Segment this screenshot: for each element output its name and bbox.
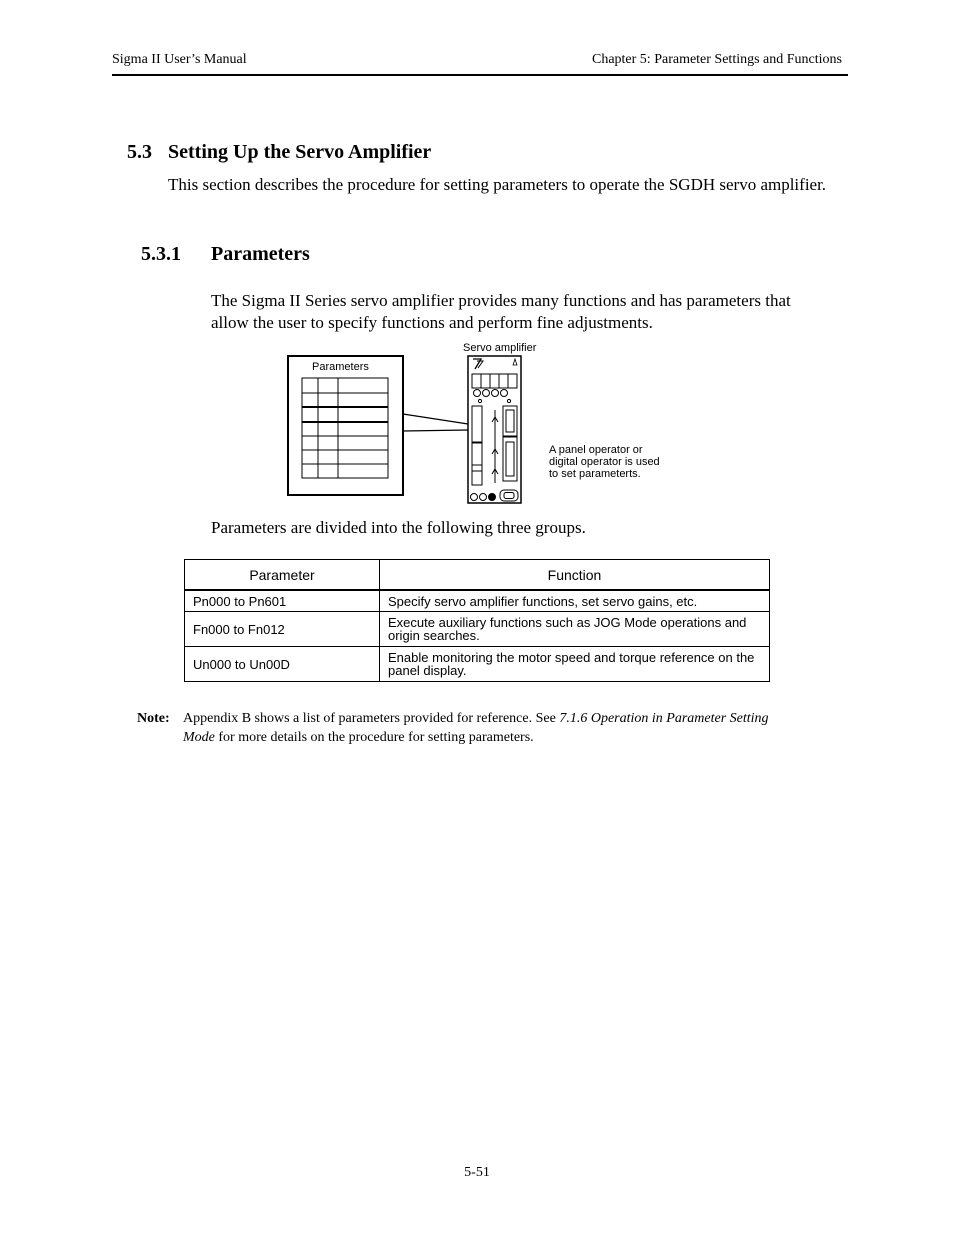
- servo-amplifier-unit: [468, 356, 521, 503]
- note-label: Note:: [137, 711, 170, 726]
- table-cell-function: Specify servo amplifier functions, set servo gains, etc.: [380, 590, 770, 612]
- table-cell-parameter: Fn000 to Fn012: [185, 612, 380, 647]
- callout-line-1: A panel operator or: [549, 444, 643, 456]
- table-cell-parameter: Pn000 to Pn601: [185, 590, 380, 612]
- parameters-box: [288, 356, 403, 495]
- table-row: [185, 612, 770, 647]
- section-title: Setting Up the Servo Amplifier: [168, 141, 432, 163]
- groups-intro: Parameters are divided into the following three groups.: [211, 518, 586, 537]
- section-intro: This section describes the procedure for setting parameters to operate the SGDH servo amplifier.: [168, 175, 827, 194]
- amplifier-logo: [473, 359, 517, 369]
- subsection-number: 5.3.1: [141, 243, 181, 265]
- header-chapter-title: Chapter 5: Parameter Settings and Functions: [591, 52, 842, 67]
- callout-line-top: [403, 414, 468, 424]
- table-cell-parameter: Un000 to Un00D: [185, 647, 380, 682]
- callout-line-bottom: [403, 430, 468, 431]
- header-rule: [112, 74, 848, 76]
- subsection-heading: [141, 243, 310, 266]
- page-number: 5-51: [464, 1165, 490, 1180]
- table-row: [185, 647, 770, 682]
- note-reference: 7.1.6 Operation in Parameter Setting Mode: [183, 711, 769, 745]
- callout-line-2: digital operator is used: [549, 456, 660, 468]
- parameter-groups-table: [184, 559, 770, 682]
- note-text-before: Appendix B shows a list of parameters provided for reference. See: [183, 711, 560, 726]
- table-header-function: Function: [380, 560, 770, 591]
- table-header-row: [185, 560, 770, 591]
- note-text: [183, 709, 803, 747]
- operator-callout: [549, 444, 660, 480]
- section-heading: [127, 141, 431, 164]
- table-row: [185, 590, 770, 612]
- table-cell-function: Execute auxiliary functions such as JOG Mode operations and origin searches.: [380, 612, 770, 647]
- table-cell-function: Enable monitoring the motor speed and torque reference on the panel display.: [380, 647, 770, 682]
- servo-figure: [280, 338, 700, 508]
- servo-amplifier-label: Servo amplifier: [463, 342, 537, 354]
- table-header-parameter: Parameter: [185, 560, 380, 591]
- section-number: 5.3: [127, 141, 152, 163]
- callout-line-3: to set parameterts.: [549, 468, 641, 480]
- parameters-label: Parameters: [312, 361, 369, 373]
- parameters-grid: [302, 378, 388, 478]
- subsection-title: Parameters: [211, 243, 310, 265]
- subsection-body: The Sigma II Series servo amplifier provides many functions and has parameters that allow the user to specify functions and perform fine adjustments.: [211, 291, 791, 332]
- note-text-after: for more details on the procedure for setting parameters.: [214, 730, 534, 745]
- header-manual-title: Sigma II User’s Manual: [112, 52, 247, 67]
